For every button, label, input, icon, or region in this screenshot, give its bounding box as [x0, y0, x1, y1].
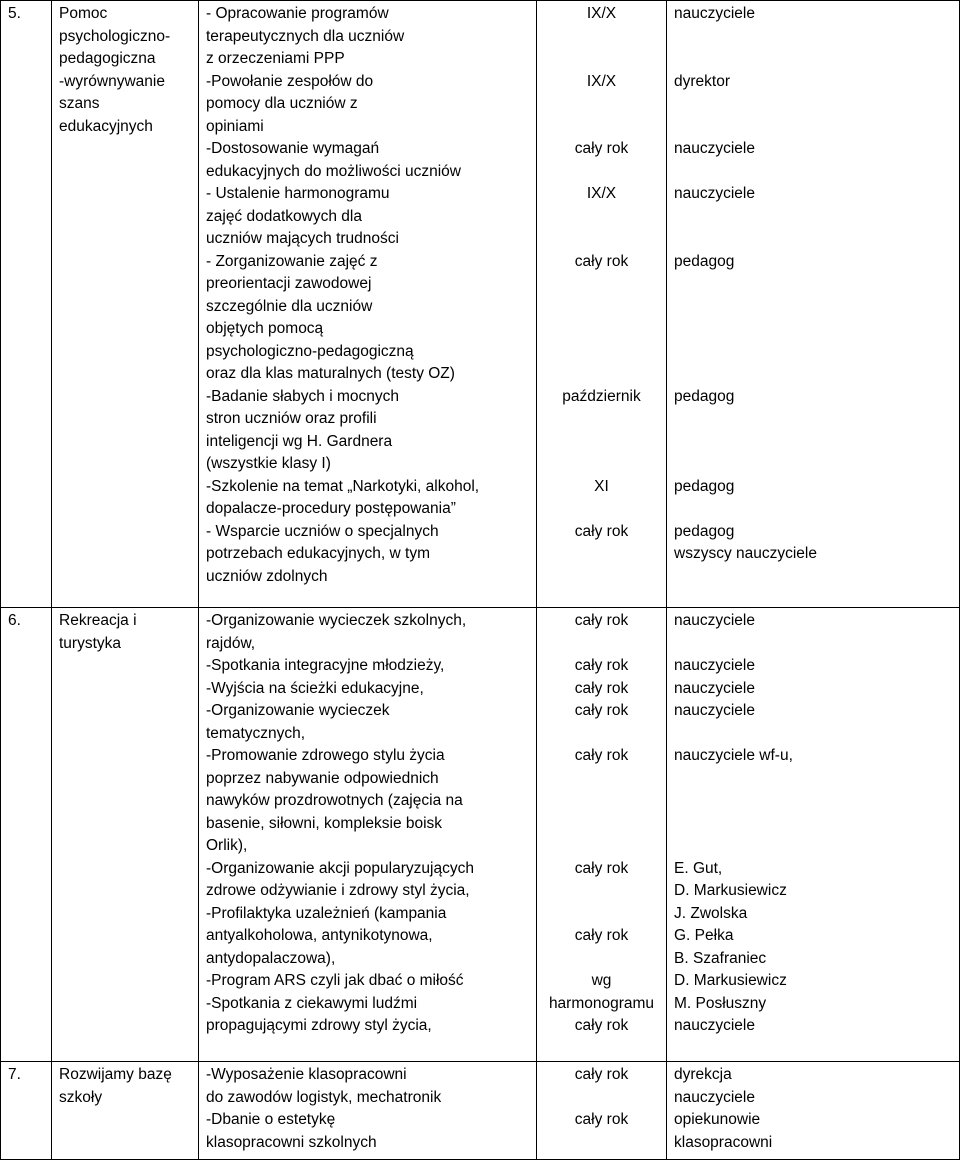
cell-line: [544, 903, 659, 926]
cell-line: -Spotkania z ciekawymi ludźmi: [206, 994, 418, 1012]
cell-line: nauczyciele wf-u,: [674, 747, 793, 764]
cell-line: E. Gut,: [674, 859, 723, 877]
cell-line: opiekunowie: [674, 1111, 761, 1128]
cell-line: [674, 363, 952, 386]
cell-line: do zawodów logistyk, mechatronik: [206, 1088, 442, 1106]
cell-line: cały rok: [574, 522, 629, 540]
terms-cell: [537, 608, 667, 1062]
cell-line: cały rok: [574, 859, 629, 877]
responsible-cell: [667, 1, 960, 608]
cell-line: [674, 768, 952, 791]
cell-line: wg: [591, 972, 612, 989]
cell-line: nauczyciele: [674, 1017, 755, 1034]
cell-line: [674, 318, 952, 341]
cell-line: uczniów zdolnych: [206, 567, 328, 585]
cell-line: - Wsparcie uczniów o specjalnych: [206, 522, 439, 540]
row-number-text: 5.: [8, 5, 21, 22]
row-number: [1, 608, 52, 1062]
cell-line: -Dostosowanie wymagań: [206, 140, 380, 157]
cell-line: [674, 790, 952, 813]
cell-line: uczniów mających trudności: [206, 230, 399, 247]
cell-line: cały rok: [574, 657, 629, 674]
cell-line: [544, 341, 659, 364]
cell-line: [674, 228, 952, 251]
cell-line: nauczyciele: [674, 657, 755, 674]
cell-line: wszyscy nauczyciele: [674, 545, 817, 562]
cell-line: [544, 723, 659, 746]
cell-line: cały rok: [574, 1111, 629, 1128]
cell-line: -Organizowanie wycieczek: [206, 702, 390, 719]
cell-line: IX/X: [586, 185, 617, 202]
cell-line: -Powołanie zespołów do: [206, 72, 374, 90]
cell-line: -wyrównywanie: [59, 72, 165, 90]
cell-line: G. Pełka: [674, 927, 734, 944]
responsible-cell: [667, 608, 960, 1062]
cell-line: terapeutycznych dla uczniów: [206, 27, 405, 45]
cell-line: klasopracowni: [674, 1133, 773, 1151]
cell-line: [544, 273, 659, 296]
cell-line: -Szkolenie na temat „Narkotyki, alkohol,: [206, 477, 480, 495]
cell-line: nauczyciele: [674, 5, 755, 22]
cell-line: objętych pomocą: [206, 320, 324, 337]
category-cell: [52, 1062, 199, 1160]
cell-line: [544, 633, 659, 656]
cell-line: -Wyjścia na ścieżki edukacyjne,: [206, 679, 424, 697]
cell-line: [674, 161, 952, 184]
cell-line: [544, 880, 659, 903]
cell-line: rajdów,: [206, 634, 256, 652]
cell-line: [544, 1087, 659, 1110]
cell-line: IX/X: [586, 72, 617, 90]
cell-line: cały rok: [574, 927, 629, 944]
cell-line: turystyka: [59, 634, 122, 652]
cell-line: psychologiczno-: [59, 27, 171, 45]
cell-line: Rekreacja i: [59, 612, 137, 629]
cell-line: preorientacji zawodowej: [206, 275, 372, 292]
cell-line: cały rok: [574, 702, 629, 719]
cell-line: (wszystkie klasy I): [206, 455, 331, 472]
cell-line: dyrektor: [674, 72, 730, 90]
cell-line: -Promowanie zdrowego stylu życia: [206, 747, 445, 764]
cell-line: klasopracowni szkolnych: [206, 1133, 377, 1151]
tasks-cell: [199, 1062, 537, 1160]
cell-line: inteligencji wg H. Gardnera: [206, 432, 393, 450]
cell-line: propagującymi zdrowy styl życia,: [206, 1017, 432, 1034]
cell-line: nauczyciele: [674, 185, 755, 202]
category-cell: [52, 1, 199, 608]
cell-line: D. Markusiewicz: [674, 972, 787, 989]
table-row: [1, 608, 960, 1062]
cell-line: basenie, siłowni, kompleksie boisk: [206, 814, 443, 832]
cell-line: [544, 206, 659, 229]
table-row: [1, 1, 960, 608]
cell-line: [544, 161, 659, 184]
cell-line: cały rok: [574, 1066, 629, 1083]
cell-line: [674, 453, 952, 476]
cell-line: [544, 296, 659, 319]
cell-line: [674, 813, 952, 836]
cell-line: [544, 408, 659, 431]
cell-line: [544, 48, 659, 71]
cell-line: B. Szafraniec: [674, 949, 767, 967]
cell-line: [544, 363, 659, 386]
cell-line: - Ustalenie harmonogramu: [206, 185, 390, 202]
cell-line: [544, 453, 659, 476]
cell-line: poprzez nabywanie odpowiednich: [206, 769, 439, 787]
cell-line: [544, 26, 659, 49]
cell-line: dyrekcja: [674, 1066, 732, 1083]
cell-line: szans: [59, 95, 100, 112]
cell-line: [674, 296, 952, 319]
cell-line: -Wyposażenie klasopracowni: [206, 1066, 407, 1083]
row-number: [1, 1062, 52, 1160]
cell-line: zdrowe odżywianie i zdrowy styl życia,: [206, 882, 470, 899]
cell-line: tematycznych,: [206, 724, 306, 742]
responsible-cell: [667, 1062, 960, 1160]
cell-line: edukacyjnych do możliwości uczniów: [206, 162, 462, 180]
cell-line: [674, 408, 952, 431]
cell-line: -Spotkania integracyjne młodzieży,: [206, 657, 445, 674]
cell-line: [544, 431, 659, 454]
cell-line: [674, 723, 952, 746]
cell-line: dopalacze-procedury postępowania”: [206, 500, 456, 517]
cell-line: -Organizowanie wycieczek szkolnych,: [206, 612, 467, 629]
cell-line: październik: [562, 387, 641, 405]
cell-line: [544, 498, 659, 521]
cell-line: Orlik),: [206, 837, 248, 854]
tasks-cell: [199, 1, 537, 608]
cell-line: -Organizowanie akcji popularyzujących: [206, 859, 474, 877]
cell-line: antydopalaczowa),: [206, 949, 336, 967]
cell-line: -Profilaktyka uzależnień (kampania: [206, 904, 447, 922]
cell-line: nawyków prozdrowotnych (zajęcia na: [206, 792, 463, 809]
cell-line: nauczyciele: [674, 612, 755, 629]
cell-line: pedagog: [674, 387, 735, 405]
cell-line: Pomoc: [59, 5, 108, 22]
cell-line: z orzeczeniami PPP: [206, 50, 345, 67]
cell-line: Rozwijamy bazę: [59, 1066, 172, 1083]
cell-line: -Badanie słabych i mocnych: [206, 387, 399, 405]
cell-line: cały rok: [574, 747, 629, 764]
cell-line: pedagogiczna: [59, 50, 156, 67]
cell-line: [674, 48, 952, 71]
cell-line: [544, 790, 659, 813]
cell-line: D. Markusiewicz: [674, 882, 787, 899]
cell-line: [674, 26, 952, 49]
cell-line: nauczyciele: [674, 702, 755, 719]
cell-line: -Dbanie o estetykę: [206, 1111, 336, 1128]
category-cell: [52, 608, 199, 1062]
cell-line: [544, 768, 659, 791]
cell-line: J. Zwolska: [674, 904, 748, 922]
cell-line: potrzebach edukacyjnych, w tym: [206, 545, 430, 562]
cell-line: szczególnie dla uczniów: [206, 297, 373, 315]
cell-line: antyalkoholowa, antynikotynowa,: [206, 927, 433, 944]
terms-cell: [537, 1062, 667, 1160]
cell-line: [674, 341, 952, 364]
cell-line: [674, 273, 952, 296]
cell-line: [544, 318, 659, 341]
cell-line: [674, 835, 952, 858]
plan-table-body: [1, 1, 960, 1160]
row-number: [1, 1, 52, 608]
cell-line: cały rok: [574, 679, 629, 697]
cell-line: pedagog: [674, 252, 735, 270]
cell-line: [674, 431, 952, 454]
cell-line: - Zorganizowanie zajęć z: [206, 252, 378, 270]
cell-line: oraz dla klas maturalnych (testy OZ): [206, 365, 455, 382]
cell-line: [544, 948, 659, 971]
cell-line: [674, 93, 952, 116]
cell-line: [544, 228, 659, 251]
cell-line: szkoły: [59, 1088, 103, 1106]
cell-line: opiniami: [206, 117, 264, 135]
cell-line: - Opracowanie programów: [206, 5, 389, 22]
cell-line: nauczyciele: [674, 679, 755, 697]
cell-line: IX/X: [586, 5, 617, 22]
cell-line: [544, 116, 659, 139]
row-number-text: 7.: [8, 1066, 21, 1083]
cell-line: nauczyciele: [674, 1088, 755, 1106]
cell-line: -Program ARS czyli jak dbać o miłość: [206, 972, 464, 989]
tasks-cell: [199, 608, 537, 1062]
cell-line: cały rok: [574, 140, 629, 157]
cell-line: M. Posłuszny: [674, 994, 767, 1012]
cell-line: pedagog: [674, 477, 735, 495]
cell-line: [674, 498, 952, 521]
cell-line: edukacyjnych: [59, 117, 153, 135]
cell-line: stron uczniów oraz profili: [206, 410, 377, 427]
cell-line: XI: [594, 477, 609, 495]
cell-line: [674, 633, 952, 656]
row-number-text: 6.: [8, 612, 21, 629]
cell-line: psychologiczno-pedagogiczną: [206, 342, 414, 360]
cell-line: nauczyciele: [674, 140, 755, 157]
cell-line: zajęć dodatkowych dla: [206, 207, 362, 225]
cell-line: [674, 116, 952, 139]
cell-line: cały rok: [574, 252, 629, 270]
cell-line: pomocy dla uczniów z: [206, 95, 358, 112]
terms-cell: [537, 1, 667, 608]
cell-line: [544, 93, 659, 116]
cell-line: [674, 206, 952, 229]
cell-line: [544, 813, 659, 836]
cell-line: cały rok: [574, 1017, 629, 1034]
cell-line: [544, 835, 659, 858]
cell-line: pedagog: [674, 522, 735, 540]
cell-line: cały rok: [574, 612, 629, 629]
cell-line: harmonogramu: [548, 994, 655, 1012]
table-row: [1, 1062, 960, 1160]
